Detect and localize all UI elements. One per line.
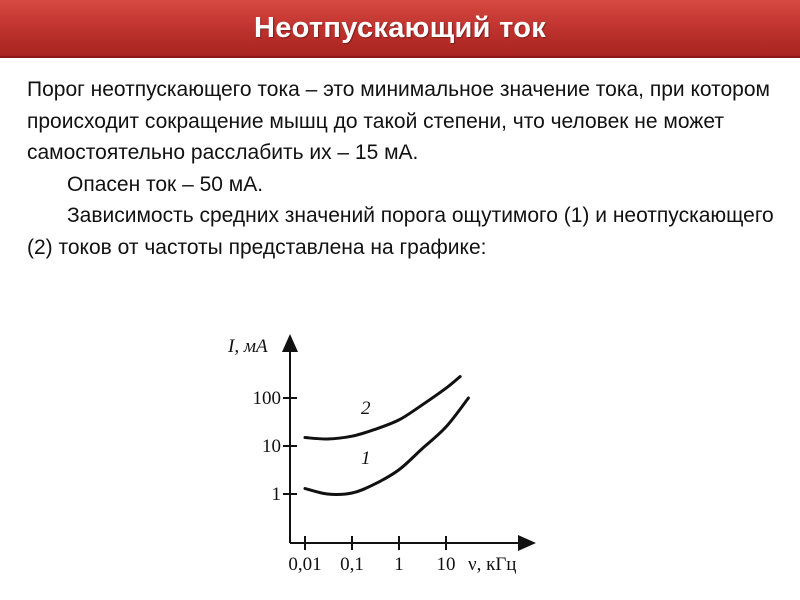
paragraph-definition: Порог неотпускающего тока – это минимальное значение тока, при котором происходит сокращение мышц до такой степени, что человек не может самостоятельно расслабить их – 15 мА. bbox=[27, 78, 770, 164]
series-label-2: 2 bbox=[361, 397, 371, 419]
y-tick-label-0: 1 bbox=[271, 484, 281, 505]
y-tick-label-1: 10 bbox=[262, 436, 281, 457]
x-tick-label-1: 0,1 bbox=[340, 554, 364, 575]
y-tick-label-2: 100 bbox=[252, 388, 281, 409]
x-axis-label: ν, кГц bbox=[468, 554, 517, 575]
paragraph-danger: Опасен ток – 50 мА. bbox=[67, 172, 264, 196]
ticks-group bbox=[253, 388, 456, 575]
series-line-2 bbox=[305, 377, 460, 439]
x-tick-label-0: 0,01 bbox=[288, 554, 322, 575]
paragraph-dependence: Зависимость средних значений порога ощутимого (1) и неотпускающего (2) токов от частоты представлена на графике: bbox=[27, 204, 774, 259]
body-text bbox=[27, 74, 777, 263]
current-frequency-chart bbox=[225, 330, 555, 590]
slide-title: Неотпускающий ток bbox=[253, 11, 547, 44]
x-tick-label-2: 1 bbox=[394, 554, 404, 575]
series-label-1: 1 bbox=[361, 447, 371, 469]
series-group bbox=[305, 377, 468, 495]
y-axis-label: I, мА bbox=[228, 336, 268, 357]
x-tick-label-3: 10 bbox=[436, 554, 456, 575]
series-line-1 bbox=[305, 398, 468, 494]
title-bar bbox=[0, 0, 800, 58]
